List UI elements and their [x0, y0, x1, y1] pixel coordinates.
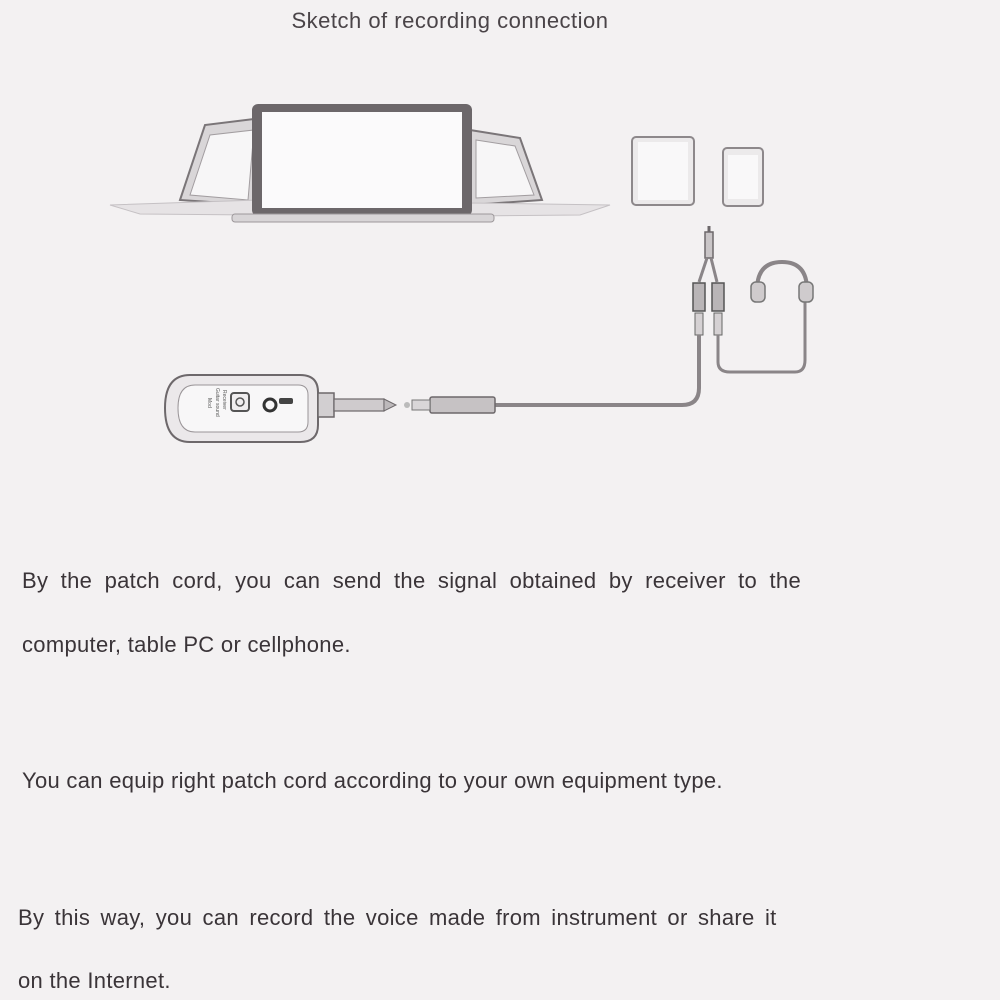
laptop-left: [110, 118, 262, 215]
patch-cord: [495, 226, 805, 405]
paragraph-3-line-2: on the Internet.: [18, 968, 171, 993]
receiver-label: Mod: [206, 398, 212, 408]
paragraph-1-line-1: By the patch cord, you can send the signal obtained by receiver to the: [22, 568, 801, 593]
paragraph-2: You can equip right patch cord according to your own equipment type.: [22, 768, 723, 793]
receiver-label: Guitar sound: [214, 388, 220, 417]
paragraph-3-line-1: By this way, you can record the voice made from instrument or share it: [18, 905, 777, 930]
page-title: Sketch of recording connection: [291, 8, 609, 33]
tablet-icon: [632, 137, 694, 205]
laptop-center: [232, 104, 494, 222]
cellphone-icon: [723, 148, 763, 206]
headphones-icon: [751, 262, 813, 302]
paragraph-1-line-2: computer, table PC or cellphone.: [22, 632, 351, 657]
instrument-plug: [404, 397, 495, 413]
receiver-device: [165, 375, 396, 442]
laptop-right: [470, 130, 610, 216]
receiver-label: Receiver: [221, 390, 227, 410]
